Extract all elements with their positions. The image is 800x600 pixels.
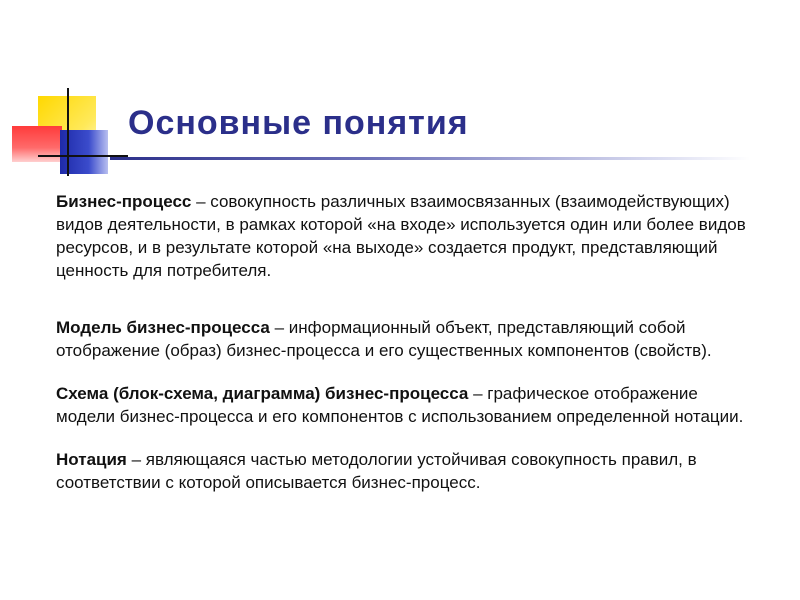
decorative-squares-logo (0, 0, 120, 180)
definition-text: – графическое отображение модели бизнес-процесса и его компонентов с использованием определенной нотации. (56, 384, 744, 426)
definition-text: – совокупность различных взаимосвязанных (взаимодействующих) видов деятельности, в рамках которой «на входе» используется один или более видов ресурсов, и в результате которой «на выходе» создается продукт, представляющий ценность для потребителя. (56, 192, 746, 280)
definition-term: Схема (блок-схема, диаграмма) бизнес-процесса (56, 384, 469, 403)
definitions-list (56, 190, 756, 494)
definition-process-model (56, 316, 756, 362)
definition-text: – информационный объект, представляющий собой отображение (образ) бизнес-процесса и его существенных компонентов (свойств). (56, 318, 712, 360)
definition-term: Бизнес-процесс (56, 192, 192, 211)
slide-title: Основные понятия (128, 104, 469, 142)
definition-text: – являющаяся частью методологии устойчивая совокупность правил, в соответствии с которой описывается бизнес-процесс. (56, 450, 697, 492)
definition-term: Нотация (56, 450, 127, 469)
definition-business-process (56, 190, 756, 282)
vertical-line-decoration (67, 88, 69, 176)
definition-term: Модель бизнес-процесса (56, 318, 270, 337)
definition-process-diagram (56, 382, 756, 428)
definition-notation (56, 448, 756, 494)
title-underline (110, 157, 750, 160)
